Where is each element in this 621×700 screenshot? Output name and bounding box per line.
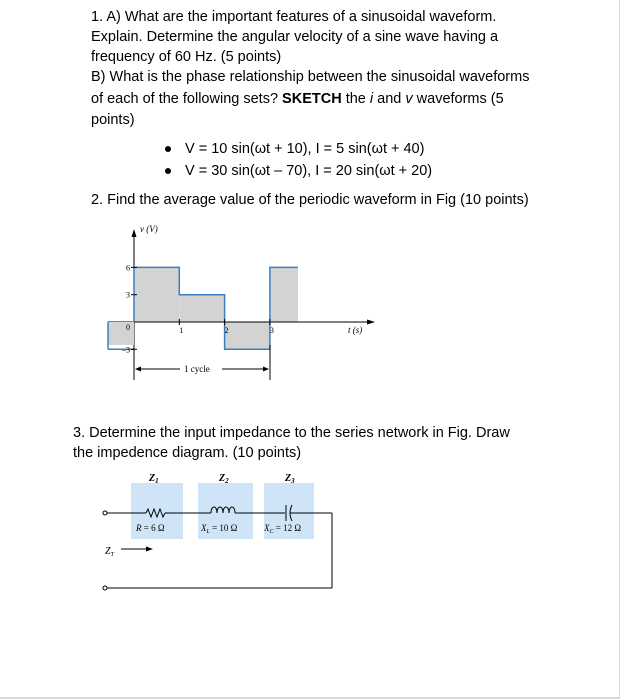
q3-line-1: 3. Determine the input impedance to the series network in Fig. Draw bbox=[73, 425, 510, 441]
y-axis-label: v (V) bbox=[140, 224, 158, 234]
q2-text: 2. Find the average value of the periodic waveform in Fig (10 points) bbox=[91, 192, 529, 208]
list-item: V = 10 sin(ωt + 10), I = 5 sin(ωt + 40) bbox=[165, 138, 432, 160]
xl-value-label: $X_L = 10$ Ω bbox=[201, 523, 238, 535]
x-tick-label: 2 bbox=[224, 326, 229, 335]
x-axis-label: t (s) bbox=[348, 325, 363, 335]
xc-value-label: $X_C = 12$ Ω bbox=[264, 523, 302, 535]
z3-label: $Z_3$ bbox=[285, 473, 295, 485]
z1-label: $Z_1$ bbox=[149, 473, 159, 485]
x-tick-label: 1 bbox=[179, 326, 184, 335]
q1-line-4: B) What is the phase relationship between the sinusoidal waveforms bbox=[91, 69, 530, 85]
terminal-bottom bbox=[103, 586, 107, 590]
y-tick-label: 0 bbox=[126, 323, 130, 332]
x-tick-label: 3 bbox=[269, 326, 274, 335]
arrow-right-icon bbox=[146, 547, 153, 552]
terminal-top bbox=[103, 511, 107, 515]
q3-line-2: the impedence diagram. (10 points) bbox=[73, 445, 302, 461]
cycle-label: 1 cycle bbox=[184, 364, 210, 374]
q1-line-5: of each of the following sets? SKETCH the i and v waveforms (5 bbox=[91, 91, 504, 107]
q1-line-3: frequency of 60 Hz. (5 points) bbox=[91, 49, 282, 65]
y-tick-label: –3 bbox=[122, 345, 130, 355]
q1-line-6: points) bbox=[91, 112, 135, 128]
y-tick-label: 3 bbox=[126, 290, 130, 300]
list-item: V = 30 sin(ωt – 70), I = 20 sin(ωt + 20) bbox=[165, 160, 432, 182]
z2-label: $Z_2$ bbox=[219, 473, 229, 485]
input-impedance-label: $Z_T$ bbox=[105, 546, 114, 558]
y-tick-label: 6 bbox=[126, 263, 130, 273]
q1-line-1: 1. A) What are the important features of a sinusoidal waveform. bbox=[91, 9, 497, 25]
q1-line-2: Explain. Determine the angular velocity of a sine wave having a bbox=[91, 29, 499, 45]
r-value-label: R = 6 Ω bbox=[136, 523, 165, 533]
